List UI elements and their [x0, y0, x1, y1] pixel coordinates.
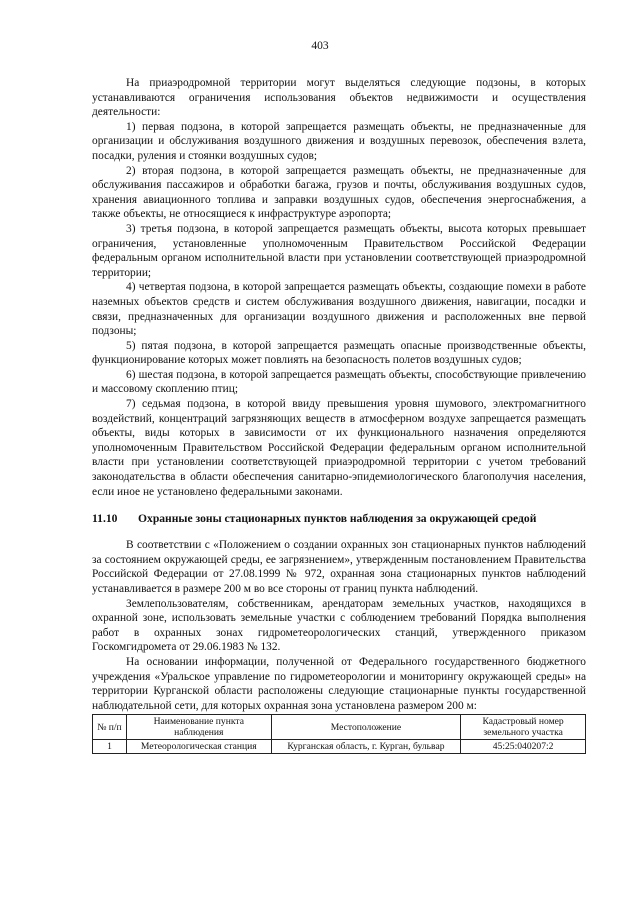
- table-header-row: [93, 715, 586, 740]
- paragraph-subzone-7: 7) седьмая подзона, в которой ввиду превышения уровня шумового, электромагнитного воздействий, концентраций загрязняющих веществ в атмосферном воздухе запрещается размещать объекты, виды которых в зависимости от их функционального назначения определяются уполномоченным Правительством Российской Федерации федеральным органом исполнительной власти при установлении соответствующей приаэродромной территории с учетом требований законодательства в области обеспечения санитарно-эпидемиологического благополучия населения, если иное не установлено федеральными законами.: [92, 398, 586, 498]
- cell-cadastral: 45:25:040207:2: [461, 740, 586, 754]
- header-cadastral: Кадастровый номер земельного участка: [461, 715, 586, 740]
- cell-station-name: Метеорологическая станция: [126, 740, 271, 754]
- paragraph-subzone-2: 2) вторая подзона, в которой запрещается размещать объекты, не предназначенные для обслуживания пассажиров и обработки багажа, грузов и почты, обслуживания воздушных судов, хранения авиационного топлива и заправки воздушных судов, обеспечения энергоснабжения, а также объекты, не относящиеся к инфраструктуре аэропорта;: [92, 164, 586, 221]
- paragraphs-after: [92, 538, 586, 713]
- paragraph-subzone-4: 4) четвертая подзона, в которой запрещается размещать объекты, создающие помехи в работе наземных объектов средств и систем обслуживания воздушного движения, навигации, посадки и связи, предназначенных для организации воздушного движения и расположенных вне первой подзоны;: [92, 281, 586, 338]
- page-number: 403: [311, 40, 329, 52]
- paragraph-subzone-5: 5) пятая подзона, в которой запрещается размещать опасные производственные объекты, функционирование которых может повлиять на безопасность полетов воздушных судов;: [92, 339, 586, 367]
- paragraph-regulation: В соответствии с «Положением о создании охранных зон стационарных пунктов наблюдений за состоянием окружающей среды, ее загрязнением», утвержденным постановлением Правительства Российской Федерации от 27.08.1999 № 972, охранная зона стационарных пунктов наблюдений устанавливается в размере 200 м во все стороны от границ пункта наблюдений.: [92, 539, 586, 595]
- header-number: № п/п: [93, 715, 127, 740]
- paragraph-intro: На приаэродромной территории могут выделяться следующие подзоны, в которых устанавливаются ограничения использования объектов недвижимости и осуществления деятельности:: [92, 77, 586, 119]
- header-location: Местоположение: [271, 715, 461, 740]
- paragraph-land-users: Землепользователям, собственникам, арендаторам земельных участков, находящихся в охранной зоне, использовать земельные участки с соблюдением требований Порядка выполнения работ в охранных зонах гидрометеорологических станций, утвержденного приказом Госкомгидромета от 29.06.1983 № 132.: [92, 597, 586, 654]
- section-heading: [92, 511, 586, 526]
- section-number: 11.10: [92, 512, 118, 526]
- table-row: [93, 740, 586, 754]
- header-station-name: Наименование пункта наблюдения: [126, 715, 271, 740]
- stations-table: [92, 714, 586, 754]
- paragraph-stations-info: На основании информации, полученной от Федерального государственного бюджетного учреждения «Уральское управление по гидрометеорологии и мониторингу окружающей среды» на территории Курганской области расположены следующие стационарные пункты государственной наблюдательной сети, для которых охранная зона установлена размером 200 м:: [92, 655, 586, 712]
- paragraph-subzone-1: 1) первая подзона, в которой запрещается размещать объекты, не предназначенные для организации и обслуживания воздушного движения и воздушных перевозок, обеспечения взлета, посадки, руления и стоянки воздушных судов;: [92, 120, 586, 162]
- cell-number: 1: [93, 740, 127, 754]
- paragraphs-before: [92, 76, 586, 499]
- cell-location: Курганская область, г. Курган, бульвар: [271, 740, 461, 754]
- paragraph-subzone-3: 3) третья подзона, в которой запрещается размещать объекты, высота которых превышает ограничения, установленные уполномоченным Правительством Российской Федерации федеральным органом исполнительной власти при установлении соответствующей приаэродромной территории;: [92, 222, 586, 279]
- document-body: [92, 76, 586, 754]
- section-title: Охранные зоны стационарных пунктов наблюдения за окружающей средой: [138, 512, 537, 526]
- paragraph-subzone-6: 6) шестая подзона, в которой запрещается размещать объекты, способствующие привлечению и массовому скоплению птиц;: [92, 368, 586, 396]
